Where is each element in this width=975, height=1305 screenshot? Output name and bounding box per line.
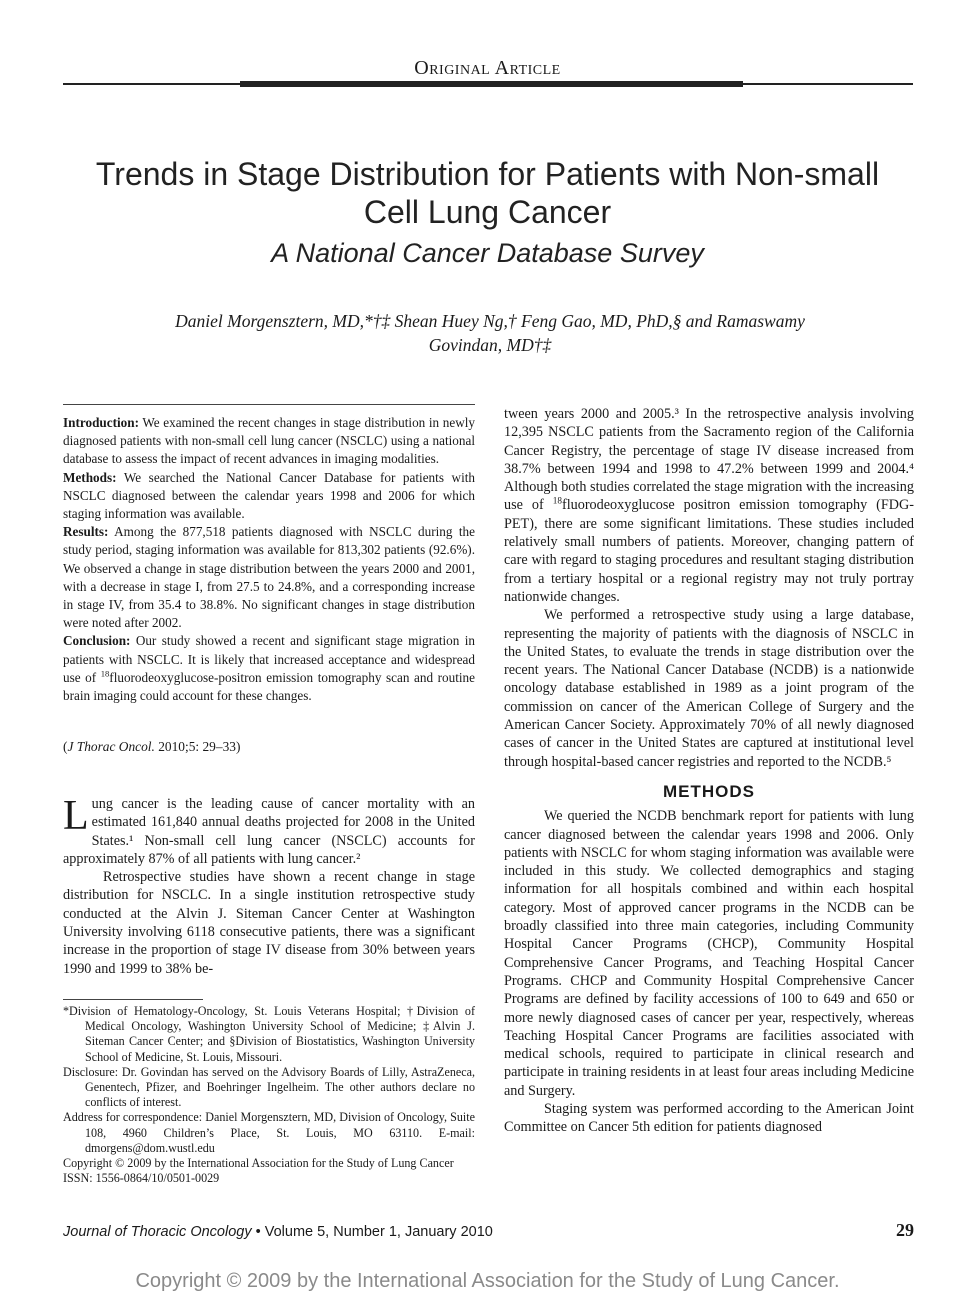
- abstract-conclusion-text-2: fluorodeoxyglucose-positron emission tomography scan and routine brain imaging could account for these changes.: [63, 669, 475, 704]
- abstract-results: [63, 523, 475, 632]
- footnote-rule: [63, 999, 203, 1000]
- right-paragraph-1-text-b: fluorodeoxyglucose positron emission tomography (FDG-PET), there are some significant limitations. These studies included relatively small numbers of patients. Moreover, changing pattern of care with regard to staging procedures and resultant staging distribution from a tertiary hospital or a regional registry may not truly portray nationwide changes.: [504, 497, 915, 605]
- right-paragraph-1-superscript: 18: [552, 495, 562, 506]
- footnote-affiliations: *Division of Hematology-Oncology, St. Louis Veterans Hospital; †Division of Medical Oncology, Washington University School of Medicine; ‡Alvin J. Siteman Cancer Center; and §Division of Biostatistics, Washington University School of Medicine, St. Louis, Missouri.: [63, 1004, 475, 1064]
- right-paragraph-2: We performed a retrospective study using a large database, representing the majority of patients with the diagnosis of NSCLC in the United States, to evaluate the trends in stage distribution over the recent years. The National Cancer Database (NCDB) is a nationwide oncology database established in 1989 as a joint program of the commission on cancer of the American College of Surgery and the American Cancer Society. Approximately 70% of all newly diagnosed cases of cancer in the United States are captured at institutional level through hospital-based cancer registries and reported to the NCDB.⁵: [504, 607, 914, 770]
- footnote-disclosure: Disclosure: Dr. Govindan has served on the Advisory Boards of Lilly, AstraZeneca, Genentech, Pfizer, and Boehringer Ingelheim. The other authors declare no conflicts of interest.: [63, 1064, 475, 1110]
- right-paragraph-1-text-a: tween years 2000 and 2005.³ In the retrospective analysis involving 12,395 NSCLC patients from the Sacramento region of the California Cancer Registry, the percentage of stage IV disease increased from 38.7% between 1994 and 1998 to 47.2% between 1999 and 2004.⁴ Although both studies correlated the stage migration with the increasing use of: [504, 406, 914, 514]
- abstract-conclusion: [63, 632, 475, 705]
- right-column: [504, 405, 914, 1137]
- author-list: Daniel Morgensztern, MD,*†‡ Shean Huey Ng,† Feng Gao, MD, PhD,§ and Ramaswamy Govindan, MD†‡: [175, 311, 805, 355]
- copyright-banner: Copyright © 2009 by the International Association for the Study of Lung Cancer.: [135, 1270, 840, 1292]
- citation: [63, 739, 240, 755]
- footnote-correspondence: Address for correspondence: Daniel Morgensztern, MD, Division of Oncology, Suite 108, 4960 Children’s Place, St. Louis, MO 63110. E-mail: dmorgens@dom.wustl.edu: [63, 1110, 475, 1155]
- methods-heading: METHODS: [663, 781, 755, 801]
- abstract-introduction: [63, 414, 475, 469]
- running-footer: [63, 1224, 493, 1240]
- citation-open: (: [63, 739, 68, 754]
- footnote-copyright: Copyright © 2009 by the International Association for the Study of Lung Cancer: [63, 1156, 454, 1171]
- abstract: [63, 414, 475, 705]
- abstract-rule: [63, 404, 475, 405]
- abstract-conclusion-label: Conclusion:: [63, 633, 131, 649]
- citation-details: 2010;5: 29–33): [154, 739, 241, 754]
- introduction-section: [63, 795, 475, 978]
- abstract-introduction-label: Introduction:: [63, 415, 139, 430]
- abstract-conclusion-superscript: 18: [100, 668, 110, 679]
- article-title: Trends in Stage Distribution for Patients with Non-small Cell Lung Cancer: [95, 156, 880, 230]
- abstract-conclusion-text-1: Our study showed a recent and significant stage migration in patients with NSCLC. It is likely that increased acceptance and widespread use of: [63, 633, 476, 685]
- abstract-methods-label: Methods:: [63, 469, 117, 485]
- abstract-methods-text: We searched the National Cancer Database for patients with NSCLC diagnosed between the calendar years 1998 and 2006 for which staging information was available.: [63, 469, 475, 522]
- abstract-introduction-text: We examined the recent changes in stage distribution in newly diagnosed patients with non-small cell lung cancer (NSCLC) using a national database to assess the impact of recent advances in imaging modalities.: [63, 415, 476, 467]
- article-subtitle: A National Cancer Database Survey: [271, 238, 704, 268]
- footer-issue: • Volume 5, Number 1, January 2010: [251, 1224, 493, 1240]
- section-label: Original Article: [414, 57, 561, 79]
- methods-paragraph-1: We queried the NCDB benchmark report for patients with lung cancer diagnosed between the calendar years 1998 and 2006. Only patients with NSCLC for whom staging information was available were included in this study. We collected demographics and staging information for all hospitals combined and within each hospital category. Most of approved cancer programs in the NCDB can be broadly classified into three main categories, including Community Hospital Cancer Programs (CHCP), Community Hospital Comprehensive Cancer Programs, and Teaching Hospital Cancer Programs. CHCP and Community Hospital Comprehensive Cancer Programs are defined by facility accessions of 100 to 649 and 650 or more newly diagnosed cases of cancer per year, respectively, whereas Teaching Hospital Cancer Programs are facilities associated with medical schools, required to participate in clinical research and participate in training residents in at least four areas including Medicine and Surgery.: [504, 808, 914, 1099]
- intro-paragraph-1-text: ung cancer is the leading cause of cancer mortality with an estimated 161,840 annual deaths projected for 2008 in the United States.¹ Non-small cell lung cancer (NSCLC) accounts for approximately 87% of all patients with lung cancer.²: [63, 796, 475, 867]
- right-paragraph-1: [504, 405, 914, 606]
- intro-paragraph-2: Retrospective studies have shown a recent change in stage distribution for NSCLC. In a single institution retrospective study conducted at the Alvin J. Siteman Cancer Center at Washington University involving 6118 consecutive patients, there was a significant increase in the proportion of stage IV disease from 30% between years 1990 and 1999 to 38% be-: [63, 869, 475, 977]
- footnote-issn: ISSN: 1556-0864/10/0501-0029: [63, 1171, 220, 1186]
- abstract-methods: [63, 469, 475, 524]
- abstract-results-text: Among the 877,518 patients diagnosed with NSCLC during the study period, staging information was available for 813,302 patients (92.6%). We observed a change in stage distribution between the years 2000 and 2001, with a decrease in stage I, from 27.5 to 24.8%, and a corresponding increase in stage IV, from 35.4 to 38.8%. No significant changes in stage distribution were noted after 2002.: [63, 524, 476, 631]
- abstract-results-label: Results:: [63, 524, 109, 540]
- drop-cap: L: [63, 793, 89, 839]
- citation-journal: J Thorac Oncol.: [67, 739, 155, 754]
- footer-journal: Journal of Thoracic Oncology: [63, 1224, 252, 1240]
- footnotes: [63, 1004, 475, 1186]
- methods-paragraph-2: Staging system was performed according to the American Joint Committee on Cancer 5th edition for patients diagnosed: [504, 1100, 914, 1136]
- header-rule-accent: [240, 81, 743, 87]
- page-number: 29: [896, 1220, 914, 1240]
- intro-paragraph-1: [63, 795, 475, 868]
